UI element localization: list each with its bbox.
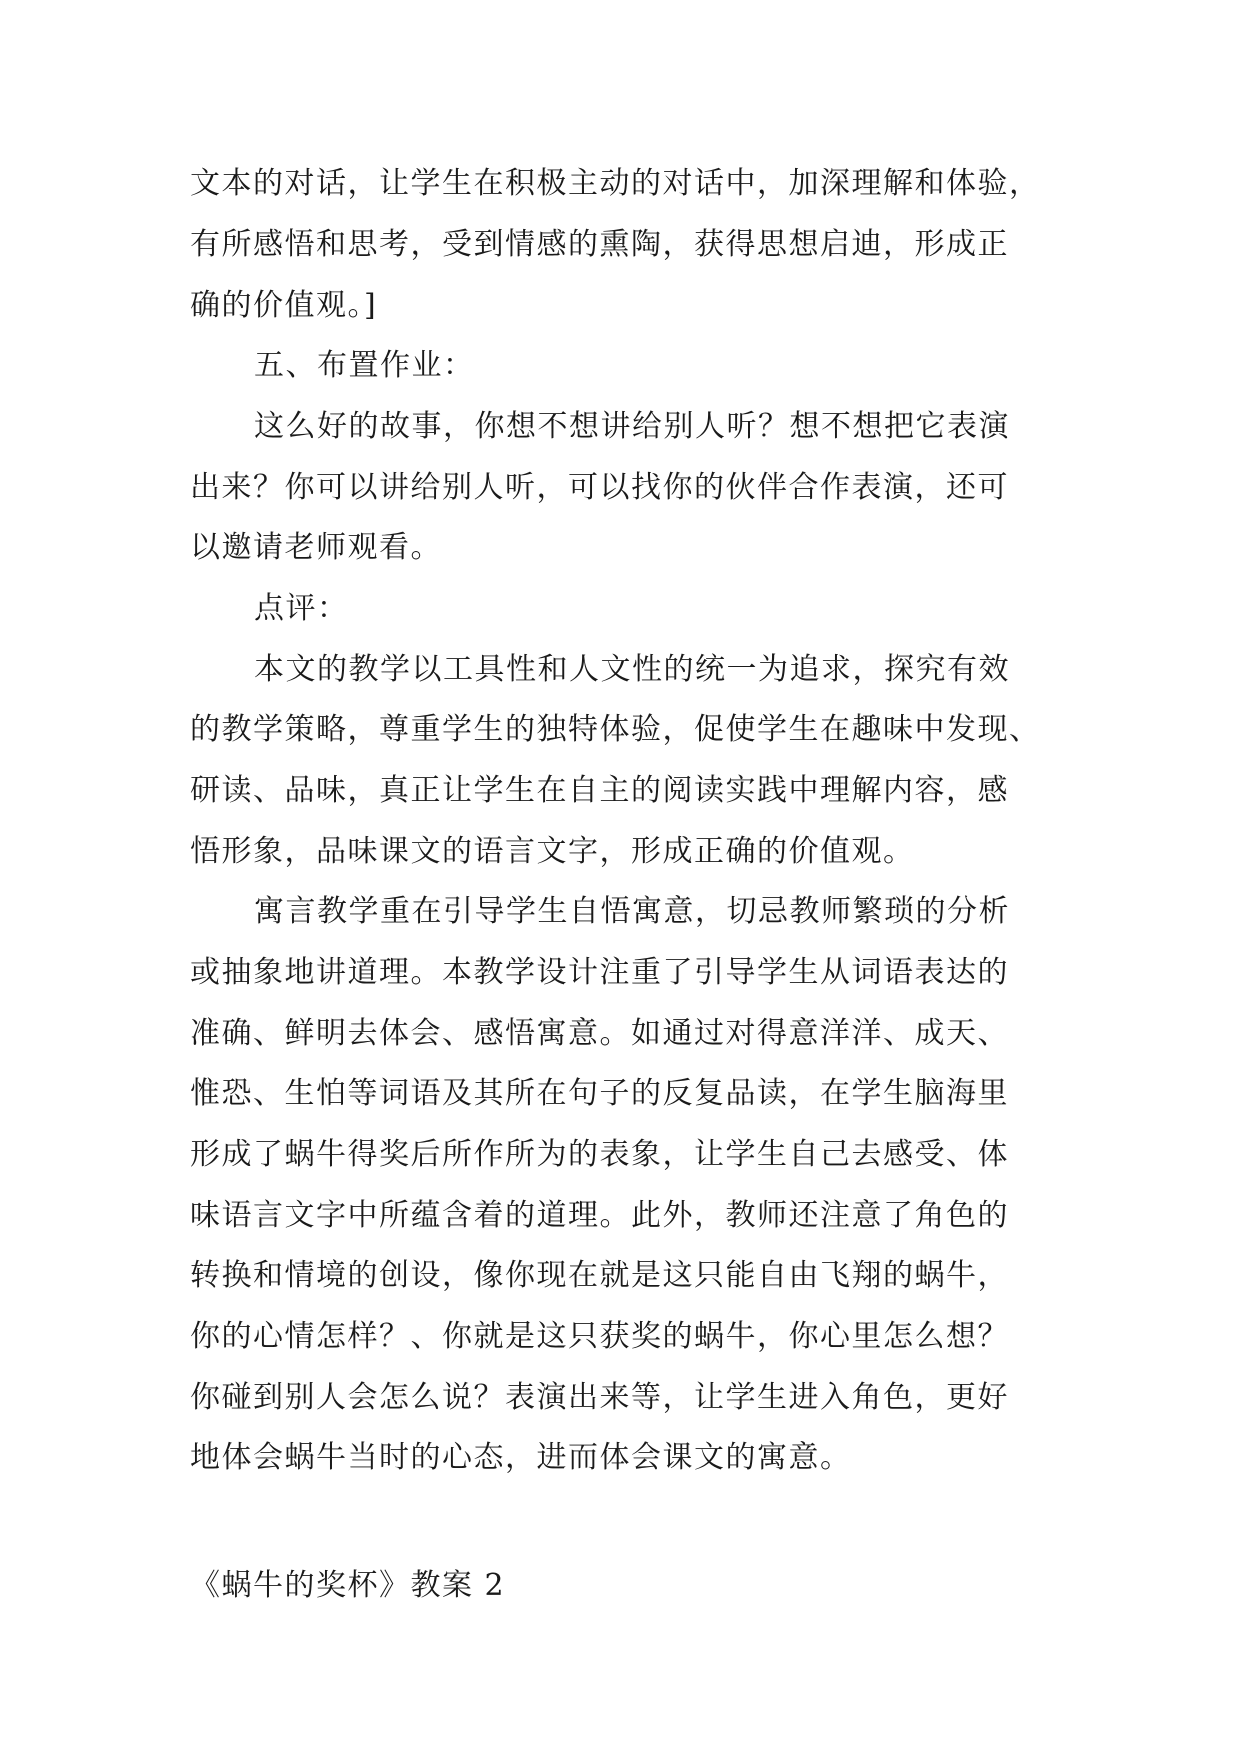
text-line: 文本的对话，让学生在积极主动的对话中，加深理解和体验， xyxy=(190,166,1041,201)
text-line: 寓言教学重在引导学生自悟寓意，切忌教师繁琐的分析 xyxy=(254,894,1010,929)
text-line: 惟恐、生怕等词语及其所在句子的反复品读，在学生脑海里 xyxy=(190,1076,1009,1111)
section-title: 《蜗牛的奖杯》教案 2 xyxy=(190,1568,506,1603)
text-line: 转换和情境的创设，像你现在就是这只能自由飞翔的蜗牛， xyxy=(190,1258,1009,1293)
text-line: 的教学策略，尊重学生的独特体验，促使学生在趣味中发现、 xyxy=(190,712,1041,747)
text-line: 你碰到别人会怎么说？表演出来等，让学生进入角色，更好 xyxy=(190,1380,1009,1415)
text-line: 味语言文字中所蕴含着的道理。此外，教师还注意了角色的 xyxy=(190,1198,1009,1233)
text-line: 形成了蜗牛得奖后所作所为的表象，让学生自己去感受、体 xyxy=(190,1137,1009,1172)
text-line: 本文的教学以工具性和人文性的统一为追求，探究有效 xyxy=(254,652,1010,687)
text-line: 研读、品味，真正让学生在自主的阅读实践中理解内容，感 xyxy=(190,773,1009,808)
text-line: 这么好的故事，你想不想讲给别人听？想不想把它表演 xyxy=(254,409,1010,444)
text-line: 有所感悟和思考，受到情感的熏陶，获得思想启迪，形成正 xyxy=(190,227,1009,262)
text-line: 悟形象，品味课文的语言文字，形成正确的价值观。 xyxy=(190,834,915,869)
text-line: 准确、鲜明去体会、感悟寓意。如通过对得意洋洋、成天、 xyxy=(190,1016,1009,1051)
text-line: 以邀请老师观看。 xyxy=(190,530,442,565)
text-line: 或抽象地讲道理。本教学设计注重了引导学生从词语表达的 xyxy=(190,955,1009,990)
section-heading-assignment: 五、布置作业： xyxy=(254,348,475,383)
text-line: 确的价值观。] xyxy=(190,288,378,323)
text-line: 出来？你可以讲给别人听，可以找你的伙伴合作表演，还可 xyxy=(190,470,1009,505)
text-line: 你的心情怎样？、你就是这只获奖的蜗牛，你心里怎么想？ xyxy=(190,1319,1009,1354)
text-line: 地体会蜗牛当时的心态，进而体会课文的寓意。 xyxy=(190,1440,852,1475)
section-heading-comment: 点评： xyxy=(254,591,349,626)
